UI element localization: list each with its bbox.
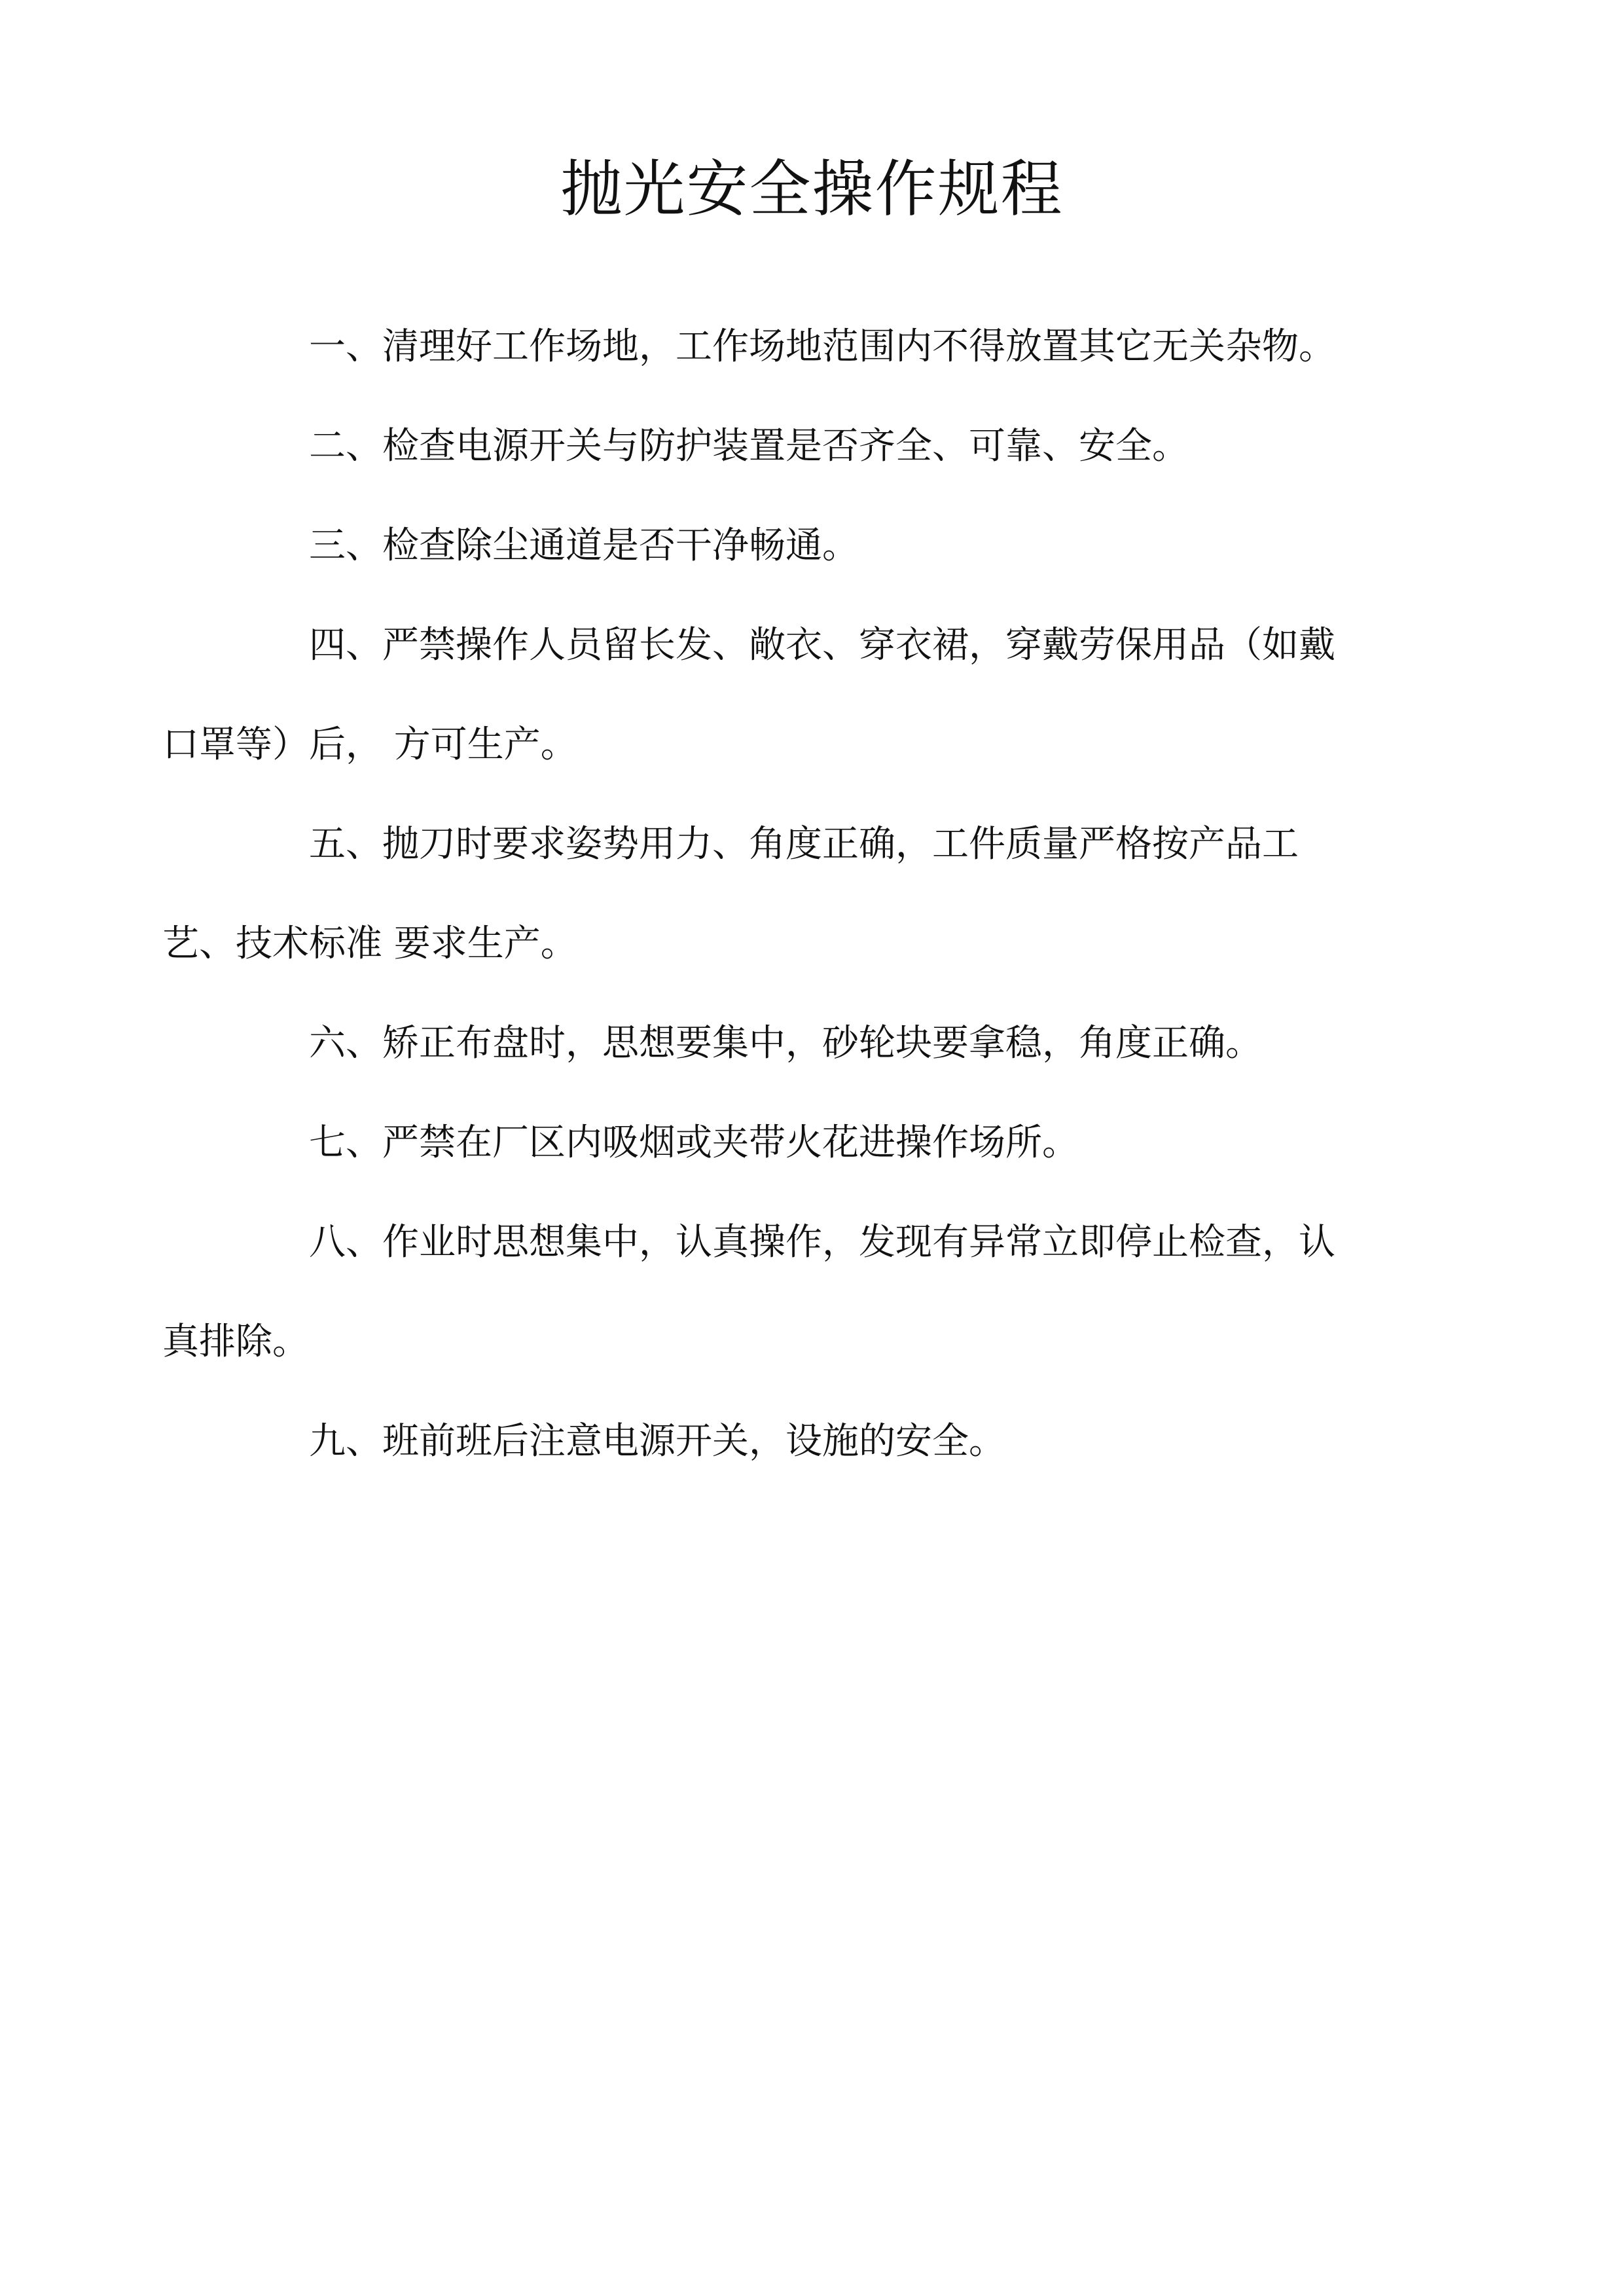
rule-line: 五、抛刀时要求姿势用力、角度正确，工件质量严格按产品工 [309,823,1299,866]
rule-item [162,795,1394,994]
rule-line: 一、清理好工作场地，工作场地范围内不得放置其它无关杂物。 [309,325,1335,368]
rule-line: 七、严禁在厂区内吸烟或夹带火花进操作场所。 [309,1121,1079,1164]
rule-line: 八、作业时思想集中，认真操作，发现有异常立即停止检查，认 [309,1221,1335,1264]
rule-item [236,397,1394,496]
rule-line: 四、严禁操作人员留长发、敞衣、穿衣裙，穿戴劳保用品（如戴 [309,624,1335,666]
rule-item [236,1093,1394,1193]
rule-item [162,596,1394,795]
rule-item [162,1193,1394,1392]
document-title: 抛光安全操作规程 [560,154,1064,225]
rules-list [162,297,1394,1491]
rule-item [236,297,1394,397]
rule-line: 三、检查除尘通道是否干净畅通。 [309,524,859,567]
rule-line: 二、检查电源开关与防护装置是否齐全、可靠、安全。 [309,425,1189,467]
rule-line-continuation: 真排除。 [162,1321,309,1363]
rule-item [236,994,1394,1093]
rule-line-continuation: 艺、技术标准 要求生产。 [162,922,577,965]
rule-item [236,496,1394,596]
rule-line: 九、班前班后注意电源开关，设施的安全。 [309,1420,1005,1463]
rule-line-continuation: 口罩等）后， 方可生产。 [162,723,577,766]
rule-line: 六、矫正布盘时，思想要集中，砂轮块要拿稳，角度正确。 [309,1022,1262,1065]
rule-item [236,1392,1394,1491]
